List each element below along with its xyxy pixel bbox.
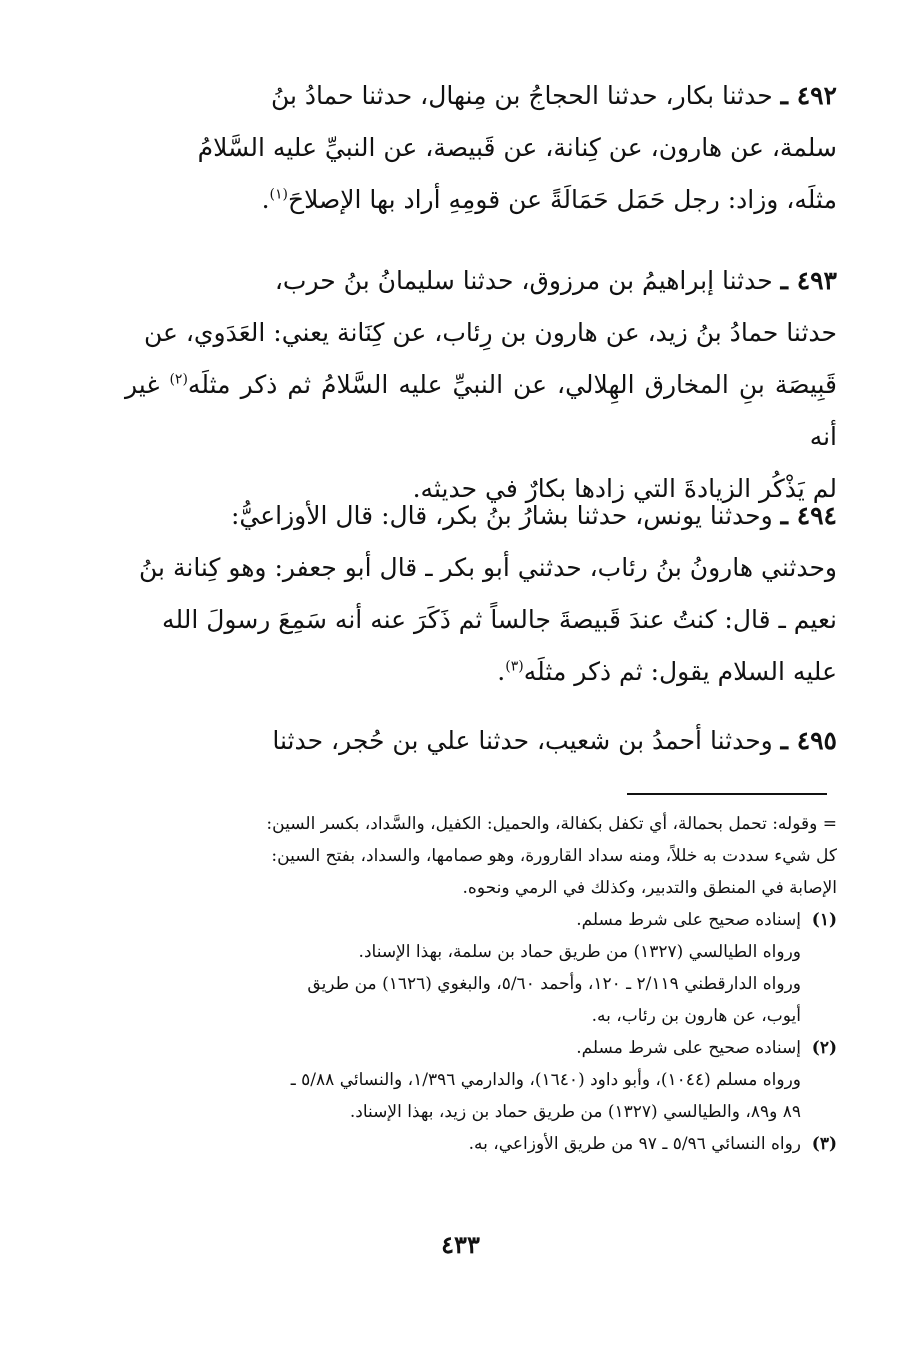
footnote-line: ورواه مسلم (١٠٤٤)، وأبو داود (١٦٤٠)، والدارمي ١/٣٩٦، والنسائي ٥/٨٨ ـ [290, 1070, 801, 1090]
footnote-continuation-line: = وقوله: تحمل بحمالة، أي تكفل بكفالة، والحميل: الكفيل، والسَّداد، بكسر السين: [266, 814, 837, 834]
hadith-text: حدثنا حمادُ بنُ زيد، عن هارون بن رِئاب، عن كِنَانة يعني: العَدَوي، عن [143, 318, 837, 347]
hadith-text: نعيم ـ قال: كنتُ عندَ قَبيصةَ جالساً ثم ذَكَرَ عنه أنه سَمِعَ رسولَ الله [162, 605, 837, 634]
hadith-line [125, 490, 837, 542]
footnote-body [125, 1128, 801, 1160]
hadith-text: لم يَذْكُر الزيادةَ التي زادها بكارٌ في حديثه. [412, 474, 837, 503]
hadith-495 [125, 715, 837, 767]
footnote-ref: (٢) [169, 371, 188, 388]
hadith-line [125, 646, 837, 698]
hadith-line [125, 359, 837, 463]
sentence-end: . [261, 185, 270, 214]
footnote-1 [125, 904, 837, 1032]
hadith-line [125, 255, 837, 307]
footnote-ref: (٣) [505, 658, 524, 675]
hadith-text: حدثنا إبراهيمُ بن مرزوق، حدثنا سليمانُ بنُ حرب، [274, 266, 773, 295]
footnote-continuation-line: كل شيء سددت به خللاً، ومنه سداد القارورة، وهو صمامها، والسداد، بفتح السين: [271, 846, 837, 866]
hadith-number: ٤٩٢ ـ [780, 81, 837, 110]
hadith-492 [125, 70, 837, 226]
hadith-line [125, 174, 837, 226]
hadith-number: ٤٩٣ ـ [780, 266, 837, 295]
footnote-continuation-line: الإصابة في المنطق والتدبير، وكذلك في الرمي ونحوه. [462, 878, 837, 898]
hadith-number: ٤٩٥ ـ [780, 726, 837, 755]
footnote-body [125, 904, 801, 1032]
footnote-line: إسناده صحيح على شرط مسلم. [576, 910, 801, 930]
sentence-end: . [497, 657, 506, 686]
page-number: ٤٣٣ [441, 1230, 480, 1259]
footnote-body [125, 1032, 801, 1128]
hadith-text: وحدثنا يونس، حدثنا بشارُ بنُ بكر، قال: قال الأوزاعيُّ: [230, 501, 773, 530]
footnote-mark: (٢) [811, 1038, 837, 1058]
footnote-mark: (٣) [811, 1134, 837, 1154]
hadith-number: ٤٩٤ ـ [780, 501, 837, 530]
hadith-text: قَبِيصَة بنِ المخارق الهِلالي، عن النبيِّ عليه السَّلامُ ثم ذكر مثلَه [187, 370, 837, 399]
footnote-line: إسناده صحيح على شرط مسلم. [576, 1038, 801, 1058]
hadith-line [125, 594, 837, 646]
footnote-line: ورواه الطيالسي (١٣٢٧) من طريق حماد بن سلمة، بهذا الإسناد. [358, 942, 801, 962]
hadith-text: حدثنا بكار، حدثنا الحجاجُ بن مِنهال، حدثنا حمادُ بنُ [270, 81, 773, 110]
hadith-494 [125, 490, 837, 698]
footnotes [125, 808, 837, 1160]
footnote-separator [627, 793, 827, 795]
footnote-2 [125, 1032, 837, 1128]
hadith-line [125, 715, 837, 767]
footnote-mark: (١) [811, 910, 837, 930]
hadith-493 [125, 255, 837, 515]
hadith-line [125, 70, 837, 122]
footnote-line: أيوب، عن هارون بن رئاب، به. [591, 1006, 801, 1026]
footnote-line: رواه النسائي ٥/٩٦ ـ ٩٧ من طريق الأوزاعي، به. [468, 1134, 801, 1154]
hadith-text: وحدثني هارونُ بنُ رئاب، حدثني أبو بكر ـ قال أبو جعفر: وهو كِنانة بنُ [139, 553, 837, 582]
hadith-line [125, 307, 837, 359]
hadith-text: عليه السلام يقول: ثم ذكر مثلَه [523, 657, 837, 686]
hadith-text: غير أنه [125, 370, 837, 451]
hadith-text: سلمة، عن هارون، عن كِنانة، عن قَبيصة، عن النبيِّ عليه السَّلامُ [197, 133, 837, 162]
footnote-ref: (١) [269, 186, 288, 203]
footnote-line: ٨٩ و٨٩، والطيالسي (١٣٢٧) من طريق حماد بن زيد، بهذا الإسناد. [349, 1102, 801, 1122]
hadith-line [125, 542, 837, 594]
footnote-3 [125, 1128, 837, 1160]
footnote-line: ورواه الدارقطني ٢/١١٩ ـ ١٢٠، وأحمد ٥/٦٠، والبغوي (١٦٢٦) من طريق [307, 974, 801, 994]
hadith-text: وحدثنا أحمدُ بن شعيب، حدثنا علي بن حُجر، حدثنا [272, 726, 773, 755]
hadith-line [125, 122, 837, 174]
hadith-text: مثلَه، وزاد: رجل حَمَل حَمَالَةً عن قومِهِ أراد بها الإصلاحَ [288, 185, 837, 214]
